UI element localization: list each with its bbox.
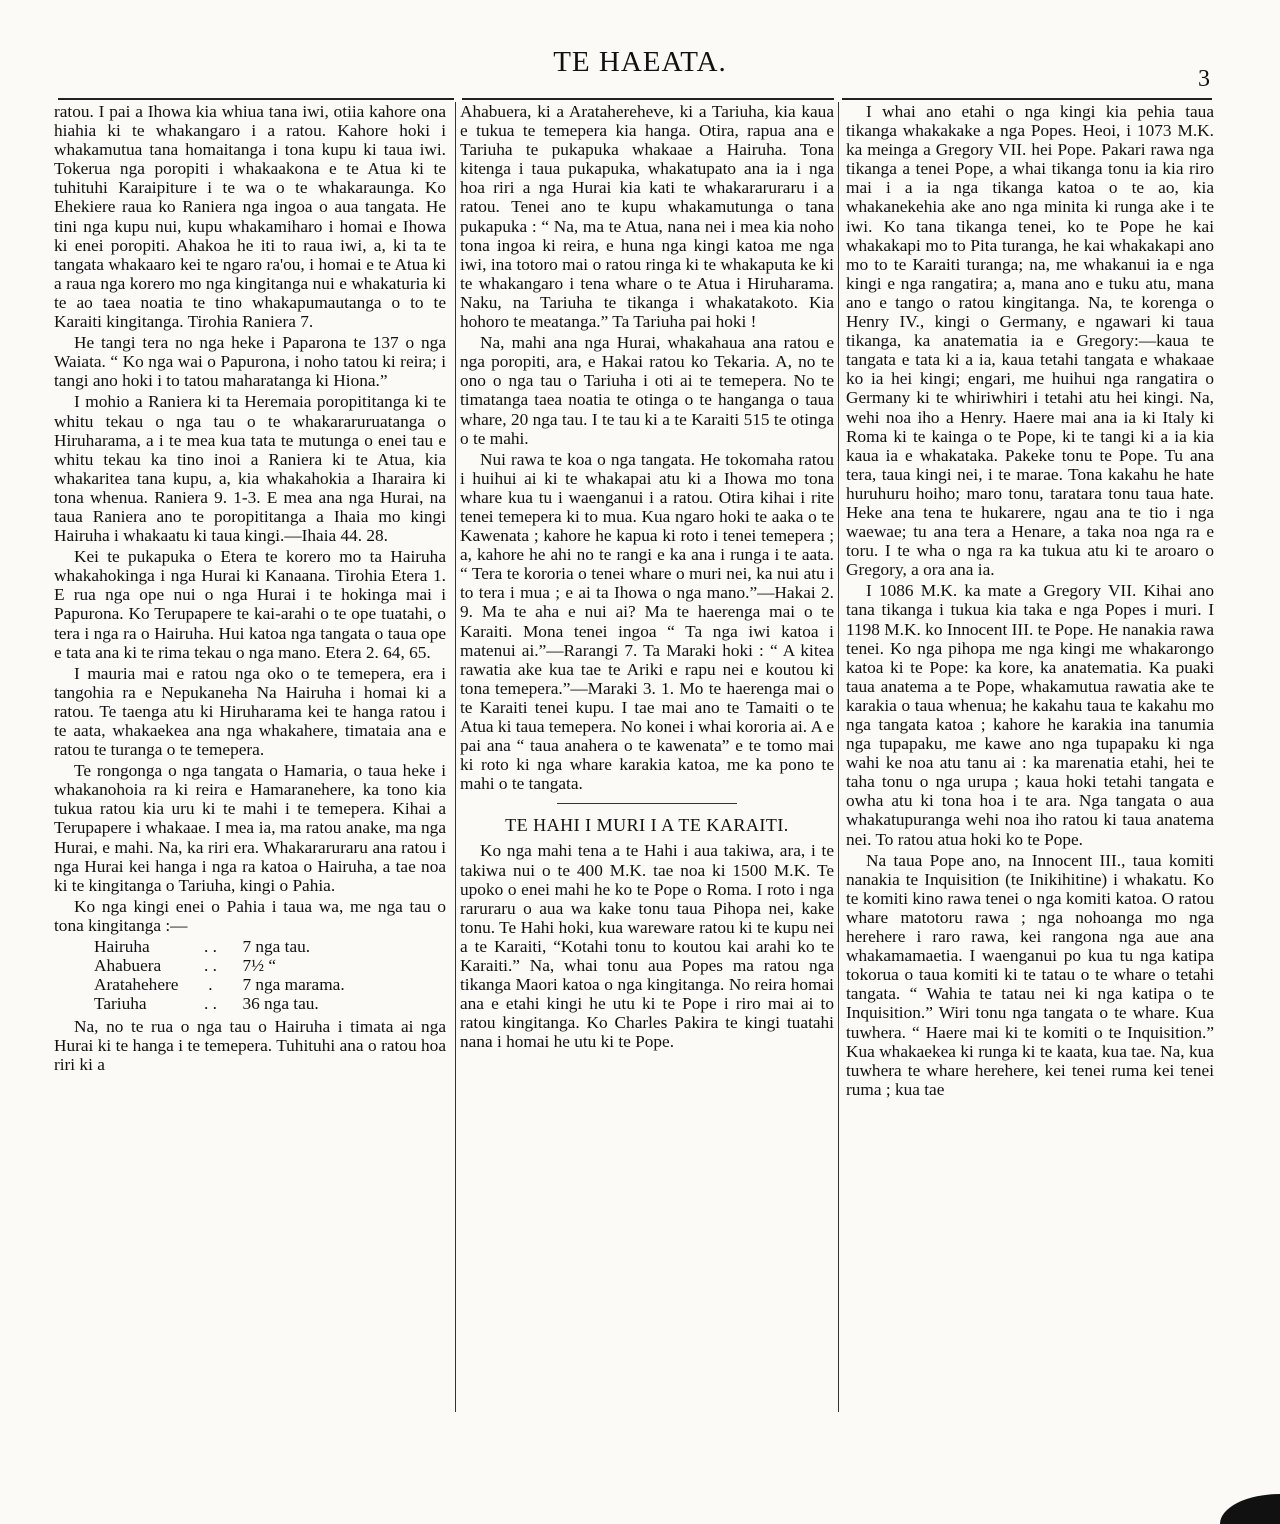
paragraph: Nui rawa te koa o nga tangata. He tokomaha ratou i huihui ai ki te whakapai atu ki a Ihowa mo tona whare kua tu i waenganui i a ratou. Otira kihai i rite tenei temepera ki to mua. Kua ngaro hoki te aaka o te Kawenata ; kahore he kapua ki roto i tenei temepera ; a, kahore he ahi no te rangi e ka ana i runga i te aata. “ Tera te kororia o tenei whare o muri nei, ka nui atu i to tera i mua ; e ai ta Ihowa o nga mano.”—Hakai 2. 9. Ma te aha e nui ai? Ma te haerenga mai o te Karaiti. Mona tenei ingoa “ Ta nga iwi katoa i matenui ai.”—Rarangi 7. Ta Maraki hoki : “ A kitea rawatia ake kua tae te Ariki e rapu nei e koutou ki tona temepera.”—Maraki 3. 1. Mo te haerenga mai o te Karaiti tenei kupu. I tae mai ano te Tamaiti o te Atua ki taua temepera. No konei i whai kororia ai. A e pai ana “ taua anahera o te kawenata” e te tomo mai ki roto ki nga whare karakia katoa, me ka pono te mahi o te tangata.	[460, 449, 834, 794]
king-name: Ahabuera	[94, 956, 162, 976]
paragraph: Ahabuera, ki a Aratahereheve, ki a Tariuha, kia kaua e tukua te temepera kia hanga. Otira, rapua ana e Tariuha te pukapuka whakaae a Hairuha. Tona kitenga i taua pukapuka, whakatupato ana ia i nga hoa riri a nga Hurai kia kati te whakararuraru i a ratou. Tenei ano te kupu whakamutunga o tana pukapuka : “ Na, ma te Atua, nana nei i mea kia noho tona ingoa ki reira, e huna nga kingi katoa me nga iwi, ina totoro mai o ratou ringa ki te whakaputa ke ki te whakangaro i tena whare o te Atua i Hiruharama. Naku, na Tariuha te tikanga i whakatakoto. Kia hohoro te meatanga.” Ta Tariuha pai hoki !	[460, 102, 834, 332]
page-number: 3	[1198, 66, 1210, 92]
paragraph: Na taua Pope ano, na Innocent III., taua komiti nanakia te Inquisition (te Inikihitine) i whakatu. Ko te komiti kino rawa tenei o nga komiti katoa. O ratou whare matotoru rawa ; nga nohoanga mo nga herehere i raro rawa, kei rangona nga aue ana whakamamaetia. I waenganui po kua tu nga katipa tokorua o taua komiti ki te tatau o te whare o tetahi tangata. “ Wahia te tatau nei ki nga katipa o te Inquisition.” Wiri tonu nga tangata o te whare. Kua tuwhera. “ Haere mai ki te komiti o te Inquisition.” Kua whakaekea ki runga ki te kaata, kua tae. Na, kua tuwhera te whare herehere, kei tenei ruma kei tenei ruma ; kua tae	[846, 850, 1214, 1099]
reigns-table	[94, 937, 355, 1013]
section-heading: TE HAHI I MURI I A TE KARAITI.	[505, 815, 789, 836]
paragraph: I mohio a Raniera ki ta Heremaia poropititanga ki te whitu tekau o nga tau o te whakararuruatanga o Hiruharama, a i te mea kua tata te mutunga o enei tau e whitu tekau ka tino inoi a Raniera ki te Atua, kia whakaritea tana kupu, a, kia whakahokia a Iharaira ki tona whenua. Raniera 9. 1-3. E mea ana nga Hurai, na taua Raniera ano te poropititanga a Ihaia mo kingi Hairuha i whakaatu ki taua kingi.—Ihaia 44. 28.	[54, 392, 446, 546]
paragraph: Na, no te rua o nga tau o Hairuha i timata ai nga Hurai ki te hanga i te temepera. Tuhituhi ana o ratou hoa riri ki a	[54, 1017, 446, 1075]
paragraph: He tangi tera no nga heke i Paparona te 137 o nga Waiata. “ Ko nga wai o Papurona, i noho tatou ki reira; i tangi ano hoki i to tatou maharatanga ki Hiona.”	[54, 333, 446, 391]
paragraph: Na, mahi ana nga Hurai, whakahaua ana ratou e nga poropiti, ara, e Hakai ratou ko Tekaria. A, no te ono o nga tau o Tariuha i oti ai te temepera. No te timatanga taea noatia te otinga o te hanganga o taua whare, 20 nga tau. I te tau ki a te Karaiti 515 te otinga o te mahi.	[460, 333, 834, 448]
header-rule-middle	[462, 98, 834, 100]
table-row	[94, 956, 355, 975]
paragraph: Ko nga mahi tena a te Hahi i aua takiwa, ara, i te takiwa nui o te 400 M.K. tae noa ki 1500 M.K. Te upoko o enei mahi he ko te Pope o Roma. I roto i nga raruraru o aua wa kake tonu taua Pihopa nei, kake tonu. Te Hahi hoki, kua wareware ratou ki te kupu nei a te Karaiti, “Kotahi tonu to koutou kai arahi ko te Karaiti.” Na, whai tonu aua Popes ma ratou nga tikanga Maori katoa o nga kingitanga. No reira homai ana e etahi kingi he utu ki te Pope i riro mai ai to ratou kingitanga. Ko Charles Pakira te kingi tuatahi nana i homai he utu ki te Pope.	[460, 841, 834, 1052]
column-3	[846, 102, 1214, 1099]
paragraph: I 1086 M.K. ka mate a Gregory VII. Kihai ano tana tikanga i tukua kia taka e nga Popes i muri. I 1198 M.K. ko Innocent III. te Pope. He nanakia rawa tenei. Ko nga pihopa me nga kingi me whakarongo katoa ki te Pope: ka kore, ka anatematia. Ka puaki taua anatema a te Pope, whakamutua rawatia ake te karakia o taua whenua; he kakahu taua te kakahu mo nga tangata katoa ; kahore he karakia ina tanumia nga tupapaku, me kawe ano nga tupapaku ki nga wahi ke noa atu tanu ai : ka marenatia etahi, hei te taha tonu o nga urupa ; kaua hoki tetahi tangata e owha atu ki tona hoa i te ara. Nga tangata o aua whakatupuranga wehi noa iho ratou ki taua anatema nei. To ratou atua hoki ko te Pope.	[846, 581, 1214, 849]
leader-dots: . .	[203, 956, 217, 976]
masthead-title: TE HAEATA.	[553, 46, 727, 78]
table-row	[94, 975, 355, 994]
section-divider	[557, 803, 737, 804]
reign-duration: 7½ “	[242, 956, 277, 976]
column-2	[460, 102, 834, 1052]
reign-duration: 7 nga tau.	[242, 937, 311, 957]
paragraph: Kei te pukapuka o Etera te korero mo ta Hairuha whakahokinga i nga Hurai ki Kanaana. Tirohia Etera 1. E rua nga ope nui o nga Hurai i te hokinga mai i Papurona. Ko Terupapere te kai-arahi o te ope tuatahi, o tera i nga ra o Hairuha. Hui katoa nga tangata o taua ope e tata ana ki te rima tekau o nga mano. Etera 2. 64, 65.	[54, 547, 446, 662]
scan-shadow	[1220, 1494, 1280, 1524]
leader-dots: . .	[203, 937, 217, 957]
king-name: Tariuha	[94, 994, 147, 1014]
paragraph: ratou. I pai a Ihowa kia whiua tana iwi, otiia kahore ona hiahia ki te whakangaro i a ratou. Kahore hoki i whakamutua tana homaitanga i tona kupu ki taua iwi. Tokerua nga poropiti i whakaakona e te Atua ki te tuhituhi Karaipiture i te wa o te whakaraunga. Ko Ehekiere raua ko Raniera nga ingoa o aua tangata. He tini nga kupu nui, kupu whakamiharo i homai e Ihowa ki enei poropiti. Ahakoa he iti to raua iwi, a, ki ta te tangata whakaaro kei te ngaro ra'ou, i homai e te Atua ki a raua nga korero mo nga kingitanga nui e whakaturia ki te ao taea noatia te tino whakapumautanga o to te Karaiti kingitanga. Tirohia Raniera 7.	[54, 102, 446, 332]
reign-duration: 36 nga tau.	[242, 994, 319, 1014]
paragraph: Ko nga kingi enei o Pahia i taua wa, me nga tau o tona kingitanga :—	[54, 896, 446, 935]
column-divider-2	[838, 102, 839, 1412]
paragraph: Te rongonga o nga tangata o Hamaria, o taua heke i whakanohoia ra ki reira e Hamaranehere, ka tono kia tukua ratou kia uru ki te mahi i te temepera. Kihai a Terupapere i whakaae. I mea ia, ma ratou anake, ma nga Hurai, e mahi. Na, ka riri era. Whakararuraru ana ratou i nga Hurai kei hanga i nga ra katoa o Hairuha, a tae noa ki te kingitanga o Tariuha, kingi o Pahia.	[54, 761, 446, 895]
leader-dots: . .	[203, 994, 217, 1014]
column-1	[54, 102, 446, 1074]
king-name: Aratahehere	[94, 975, 179, 995]
header-rule-right	[842, 98, 1212, 100]
table-row	[94, 937, 355, 956]
leader-dots: .	[208, 975, 213, 995]
paragraph: I mauria mai e ratou nga oko o te temepera, era i tangohia ra e Nepukaneha Na Hairuha i homai ki a ratou. Te taenga atu ki Hiruharama kei te hanga ratou i te aata, whakaekea ana nga whakahere, timataia ana e ratou te turanga o te temepera.	[54, 663, 446, 760]
table-row	[94, 994, 355, 1013]
header-rule-left	[58, 98, 454, 100]
king-name: Hairuha	[94, 937, 150, 957]
reign-duration: 7 nga marama.	[242, 975, 345, 995]
paragraph: I whai ano etahi o nga kingi kia pehia taua tikanga whakakake a nga Popes. Heoi, i 1073 M.K. ka meinga a Gregory VII. hei Pope. Pakari rawa nga tikanga a tenei Pope, a whai tikanga tonu ia kia riro mai i a ia nga tikanga katoa o te ao, kia whakanekehia ake ano nga minita ki runga ake i te iwi. Ko tana tikanga tenei, ko te Pope he kai whakakapi mo to Pita turanga, he kai whakakapi ano mo to te Karaiti turanga; na, me whakanui ia e nga kingi e nga rangatira; a, mana ano e tuku atu, mana ano e tango o ratou kingitanga. Na, te korenga o Henry IV., kingi o Germany, e ngawari ki taua tikanga, ka anatematia ia e Gregory:—kaua te tangata e tata ki a ia, kaua tetahi tangata e whakaae ko ia hei kingi; engari, me huihui nga rangatira o Germany ki te whiriwhiri i tetahi atu hei kingi. Na, wehi noa iho a Henry. Haere mai ana ia ki Italy ki Roma ki te kainga o te Pope, ki te tangi ki a ia kia kaua ia e whakataka. Pakeke tonu te Pope. Tu ana tera, taua kingi nei, i te marae. Tona kakahu he hate huruhuru hoiho; maro tonu, taratara tonu taua hate. Heke ana tena te hukarere, ngau ana te tio i nga waewae; tu ana tera a Henare, a taka noa nga ra e toru. I te wha o nga ra ka tukua atu ki te aroaro o Gregory, a ora ana ia.	[846, 102, 1214, 580]
column-divider-1	[455, 102, 456, 1412]
